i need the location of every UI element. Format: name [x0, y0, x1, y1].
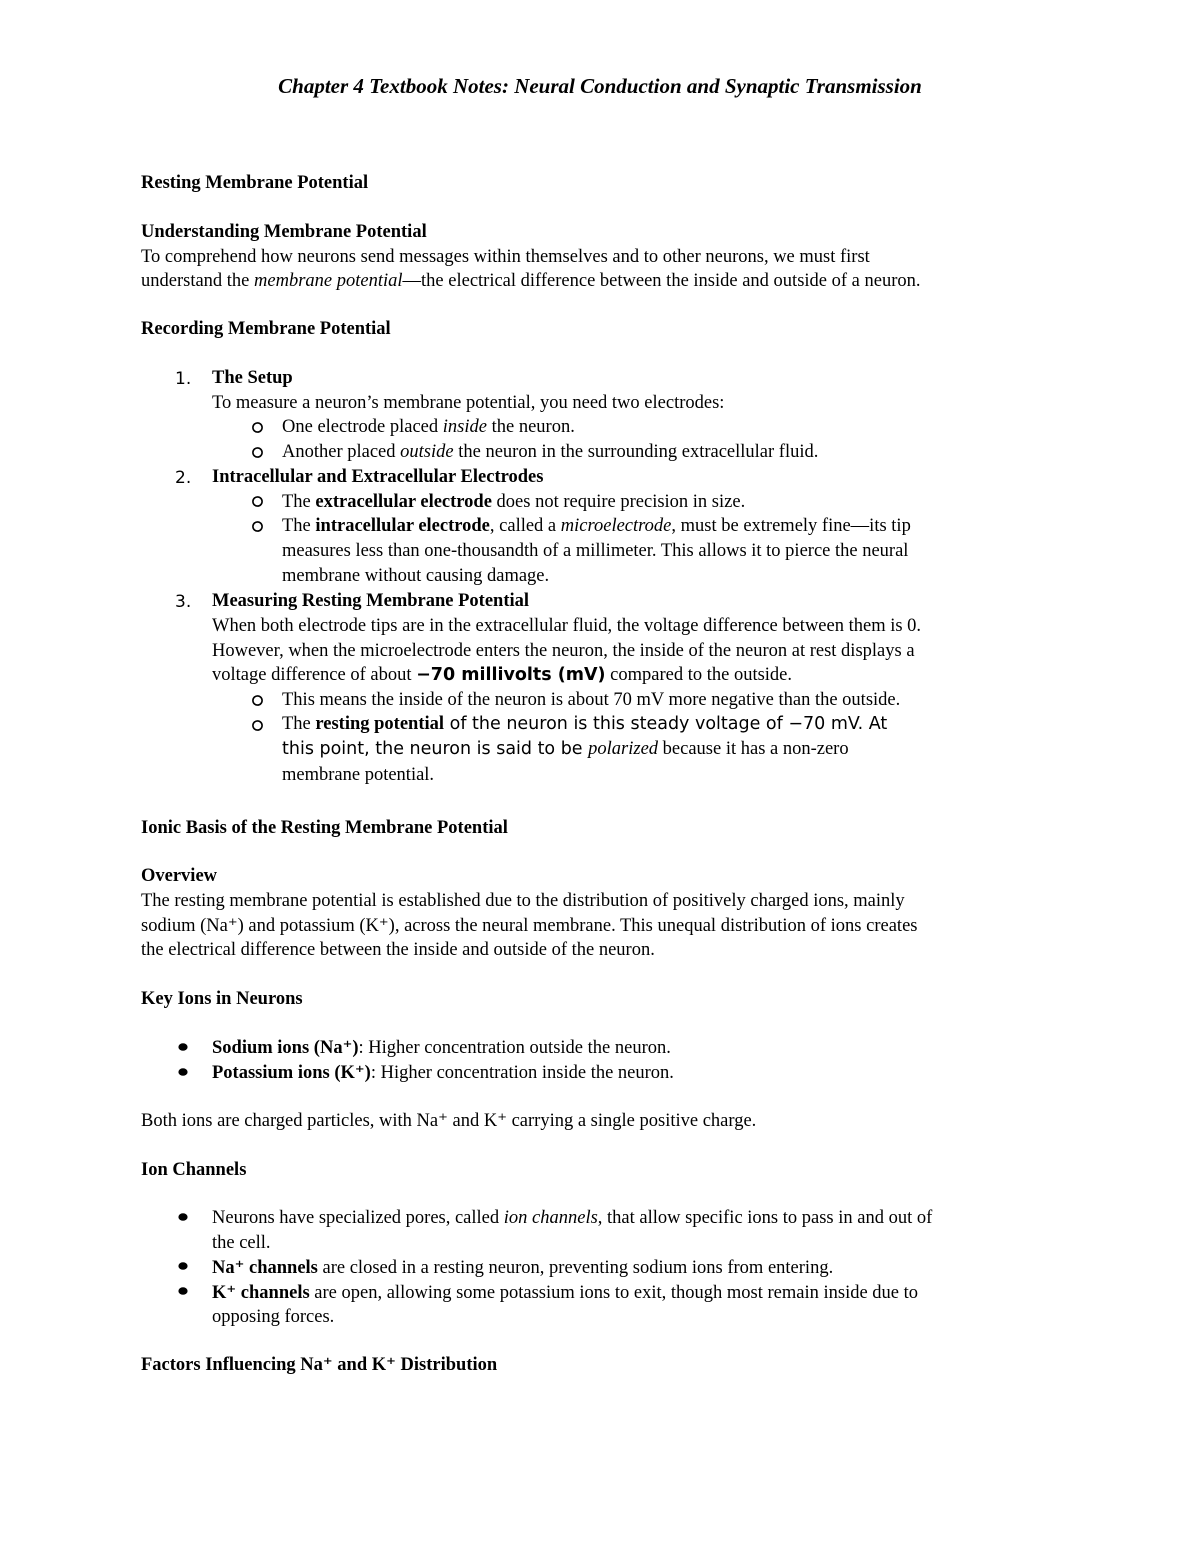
list-number: 3.: [175, 592, 192, 612]
bullet-item-continuation: opposing forces.: [212, 1307, 335, 1327]
emphasis-microelectrode: microelectrode: [560, 516, 672, 536]
list-item-title: Measuring Resting Membrane Potential: [212, 591, 530, 611]
text-run: are open, allowing some potassium ions to exit, though most remain inside due to: [309, 1283, 919, 1303]
section-heading-ionic-basis: Ionic Basis of the Resting Membrane Potential: [141, 818, 508, 838]
sub-list-item-continuation: measures less than one-thousandth of a millimeter. This allows it to pierce the neural: [282, 541, 909, 561]
subheading-key-ions: Key Ions in Neurons: [141, 989, 303, 1009]
section-heading-resting-membrane-potential: Resting Membrane Potential: [141, 173, 369, 193]
text-run: this point, the neuron is said to be: [282, 739, 589, 759]
emphasis-inside: inside: [442, 417, 487, 437]
sub-list-item: [282, 415, 1062, 440]
circle-bullet-icon: [251, 719, 264, 732]
text-run: The: [282, 492, 316, 512]
subheading-understanding: Understanding Membrane Potential: [141, 222, 427, 242]
circle-bullet-icon: [251, 495, 264, 508]
bold-intracellular-electrode: intracellular electrode: [315, 516, 490, 536]
text-run: Neurons have specialized pores, called: [212, 1208, 504, 1228]
bullet-item: [212, 1206, 1062, 1231]
bullet-dot-icon: [177, 1261, 189, 1273]
list-item-title: Intracellular and Extracellular Electrodes: [212, 467, 544, 487]
bullet-item: [212, 1036, 1062, 1061]
circle-bullet-icon: [251, 421, 264, 434]
bold-value-minus-70-mv: −70 millivolts (mV): [416, 665, 606, 685]
text-run: The: [282, 516, 316, 536]
bullet-item: [212, 1256, 1062, 1281]
sub-list-item: [282, 514, 1062, 539]
text-run: , called a: [489, 516, 561, 536]
sub-list-item: [282, 440, 1062, 465]
text-run: : Higher concentration inside the neuron.: [370, 1063, 674, 1083]
sub-list-item: This means the inside of the neuron is about 70 mV more negative than the outside.: [282, 690, 901, 710]
text-run: because it has a non-zero: [658, 739, 849, 759]
bullet-dot-icon: [177, 1042, 189, 1054]
sub-list-item-continuation: [282, 737, 1062, 762]
text-run: are closed in a resting neuron, preventing sodium ions from entering.: [317, 1258, 834, 1278]
bullet-dot-icon: [177, 1286, 189, 1298]
sub-list-item: [282, 490, 1062, 515]
text-run: Another placed: [282, 442, 401, 462]
text-run: —the electrical difference between the inside and outside of a neuron.: [402, 271, 921, 291]
bold-k-channels: K⁺ channels: [212, 1283, 310, 1303]
subheading-overview: Overview: [141, 866, 218, 886]
bold-sodium-ions: Sodium ions (Na⁺): [212, 1038, 359, 1058]
circle-bullet-icon: [251, 694, 264, 707]
circle-bullet-icon: [251, 520, 264, 533]
list-item-text: When both electrode tips are in the extracellular fluid, the voltage difference between them is 0.: [212, 616, 922, 636]
text-run: of the neuron is this steady voltage of −70 mV. At: [444, 714, 888, 734]
document-title: Chapter 4 Textbook Notes: Neural Conduction and Synaptic Transmission: [278, 74, 922, 98]
circle-bullet-icon: [251, 446, 264, 459]
text-run: The: [282, 714, 316, 734]
list-item-text: However, when the microelectrode enters the neuron, the inside of the neuron at rest displays a: [212, 641, 915, 661]
sub-list-item: [282, 712, 1062, 737]
bullet-item: [212, 1061, 1062, 1086]
emphasis-ion-channels: ion channels: [503, 1208, 598, 1228]
text-run: : Higher concentration outside the neuron.: [358, 1038, 671, 1058]
paragraph-line: Both ions are charged particles, with Na⁺ and K⁺ carrying a single positive charge.: [141, 1111, 757, 1131]
list-item-text: [212, 663, 1062, 688]
text-run: One electrode placed: [282, 417, 443, 437]
paragraph-line: [141, 269, 1061, 294]
text-run: voltage difference of about: [212, 665, 417, 685]
list-item-title: The Setup: [212, 368, 293, 388]
bullet-dot-icon: [177, 1067, 189, 1079]
text-run: understand the: [141, 271, 255, 291]
bold-resting-potential: resting potential: [315, 714, 445, 734]
text-run: , that allow specific ions to pass in and out of: [597, 1208, 933, 1228]
bullet-item-continuation: the cell.: [212, 1233, 271, 1253]
text-run: , must be extremely fine—its tip: [671, 516, 911, 536]
paragraph-line: the electrical difference between the inside and outside of the neuron.: [141, 940, 655, 960]
emphasis-outside: outside: [400, 442, 454, 462]
emphasis-membrane-potential: membrane potential: [254, 271, 403, 291]
text-run: does not require precision in size.: [491, 492, 746, 512]
sub-list-item-continuation: membrane without causing damage.: [282, 566, 550, 586]
sub-list-item-continuation: membrane potential.: [282, 765, 435, 785]
paragraph-line: sodium (Na⁺) and potassium (K⁺), across the neural membrane. This unequal distribution of ions creates: [141, 916, 918, 936]
list-item-text: To measure a neuron’s membrane potential, you need two electrodes:: [212, 393, 725, 413]
bold-extracellular-electrode: extracellular electrode: [315, 492, 492, 512]
paragraph-line: To comprehend how neurons send messages within themselves and to other neurons, we must first: [141, 247, 870, 267]
subheading-factors: Factors Influencing Na⁺ and K⁺ Distribution: [141, 1355, 498, 1375]
bullet-dot-icon: [177, 1212, 189, 1224]
text-run: the neuron.: [486, 417, 575, 437]
emphasis-polarized: polarized: [588, 739, 659, 759]
bullet-item: [212, 1281, 1062, 1306]
text-run: the neuron in the surrounding extracellular fluid.: [453, 442, 819, 462]
subheading-ion-channels: Ion Channels: [141, 1160, 247, 1180]
text-run: compared to the outside.: [605, 665, 793, 685]
subheading-recording: Recording Membrane Potential: [141, 319, 391, 339]
paragraph-line: The resting membrane potential is established due to the distribution of positively charged ions, mainly: [141, 891, 905, 911]
bold-na-channels: Na⁺ channels: [212, 1258, 318, 1278]
bold-potassium-ions: Potassium ions (K⁺): [212, 1063, 371, 1083]
list-number: 2.: [175, 468, 192, 488]
list-number: 1.: [175, 369, 192, 389]
